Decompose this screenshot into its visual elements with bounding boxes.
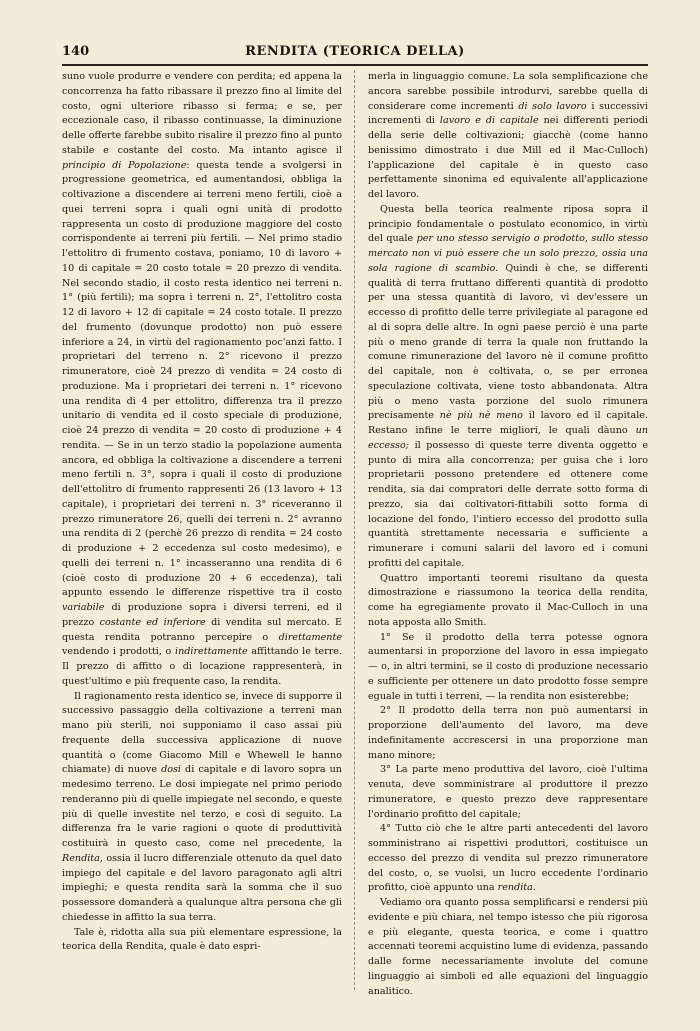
page-number: 140	[62, 44, 90, 59]
paragraph: Tale è, ridotta alla sua più elementare espressione, la teorica della Rendita, quale è dato espri-	[62, 926, 342, 953]
right-column	[368, 70, 649, 997]
paragraph: suno vuole produrre e vendere con perdita; ed appena la concorrenza ha fatto ribassare il prezzo fino al limite del costo, ogni ulteriore ribasso si ferma; e se, per eccezionale caso, il ribasso continuasse, la diminuzione delle offerte farebbe subito risalire il prezzo fino al punto stabile e costante del costo. Ma intanto agisce il principio di Popolazione: questa tende a svolgersi in progressione geometrica, ed aumentandosi, obbliga la coltivazione a discendere ai terreni meno fertili, cioè a quei terreni sopra i quali ogni unità di prodotto rappresenta un costo di produzione maggiore del costo corrispondente ai terreni più fertili. — Nel primo stadio l'ettolitro di frumento costava, poniamo, 10 di lavoro + 10 di capitale = 20 costo totale = 20 prezzo di vendita. Nel secondo stadio, il costo resta identico nei terreni n. 1° (più fertili); ma sopra i terreni n. 2°, l'ettolitro costa 12 di lavoro + 12 di capitale = 24 costo totale. Il prezzo del frumento (dovunque prodotto) non può essere inferiore a 24, in virtù del ragionamento poc'anzi fatto. I proprietari del terreno n. 2° ricevono il prezzo rimuneratore, cioè 24 prezzo di vendita = 24 costo di produzione. Ma i proprietari dei terreni n. 1° ricevono una rendita di 4 per ettolitro, differenza tra il prezzo unitario di vendita ed il costo speciale di produzione, cioè 24 prezzo di vendita = 20 costo di produzione + 4 rendita. — Se in un terzo stadio la popolazione aumenta ancora, ed obbliga la coltivazione a discendere a terreni meno fertili n. 3°, sopra i quali il costo di produzione dell'ettolitro di frumento rappresenti 26 (13 lavoro + 13 capitale), i proprietari dei terreni n. 3° riceveranno il prezzo rimuneratore 26, quelli dei terreni n. 2° avranno una rendita di 2 (perchè 26 prezzo di rendita = 24 costo di produzione + 2 eccedenza sul costo medesimo), e quelli dei terreni n. 1° incasseranno una rendita di 6 (cioè costo di produzione 20 + 6 eccedenza), tali appunto essendo le differenze rispettive tra il costo variabile di produzione sopra i diversi terreni, ed il prezzo costante ed inferiore di vendita sul mercato. E questa rendita potranno percepire o direttamente vendendo i prodotti, o indirettamente affittando le terre. Il prezzo di affitto o di locazione rappresenterà, in quest'ultimo e più frequente caso, la rendita.	[62, 71, 343, 687]
theorem-item: 2° Il prodotto della terra non può aumentarsi in proporzione dell'aumento del lavoro, ma deve indefinitamente accrescersi in una proporzione man mano minore;	[368, 705, 648, 761]
left-column	[62, 70, 342, 990]
running-title: RENDITA (TEORICA DELLA)	[245, 44, 465, 59]
paragraph: merla in linguaggio comune. La sola semplificazione che ancora sarebbe possibile introdurvi, sarebbe quella di considerare come incrementi di solo lavoro i successivi incrementi di lavoro e di capitale nei differenti periodi della serie delle coltivazioni; giacchè (come hanno benissimo dimostrato i due Mill ed il Mac-Culloch) l'applicazione del capitale è in questo caso perfettamente sinonima ed equivalente all'applicazione del lavoro.	[368, 71, 648, 200]
theorem-item: 4° Tutto ciò che le altre parti antecedenti del lavoro somministrano ai rispettivi produttori, costituisce un eccesso del prezzo di vendita sul prezzo rimuneratore del costo, o, se vuolsi, un lucro eccedente l'ordinario profitto, cioè appunto una rendita.	[368, 823, 648, 894]
paragraph: Il ragionamento resta identico se, invece di supporre il successivo passaggio della coltivazione a terreni man mano più sterili, noi supponiamo il caso assai più frequente della successiva applicazione di nuove quantità o (come Giacomo Mill e Whewell le hanno chiamate) di nuove dosi di capitale e di lavoro sopra un medesimo terreno. Le dosi impiegate nel primo periodo renderanno più di quelle impiegate nel secondo, e queste più di quelle investite nel terzo, e così di seguito. La differenza fra le varie ragioni o quote di produttività costituirà in questo caso, come nel precedente, la Rendita, ossia il lucro differenziale ottenuto da quel dato impiego del capitale e del lavoro paragonato agli altri impieghi; e questa rendita sarà la somma che il suo possessore domanderà a qualunque altra persona che gli chiedesse in affitto la sua terra.	[62, 690, 342, 923]
theorem-item: 1° Se il prodotto della terra potesse ognora aumentarsi in proporzione del lavoro in essa impiegato — o, in altri termini, se il costo di produzione necessario e sufficiente per ottenere un dato prodotto fosse sempre eguale in tutti i terreni, — la rendita non esisterebbe;	[368, 631, 648, 702]
paragraph: Vediamo ora quanto possa semplificarsi e rendersi più evidente e più chiara, nel tempo istesso che più rigorosa e più elegante, questa teorica, e come i quattro accennati teoremi acquistino lume di evidenza, passando dalle forme necessariamente involute del comune linguaggio ai simboli ed alle equazioni del linguaggio analitico.	[368, 897, 648, 997]
page-header	[62, 40, 648, 66]
paragraph: Questa bella teorica realmente riposa sopra il principio fondamentale o postulato economico, in virtù del quale per uno stesso servigio o prodotto, sullo stesso mercato non vi può essere che un solo prezzo, ossia una sola ragione di scambio. Quindi è che, se differenti qualità di terra fruttano differenti quantità di prodotto per una stessa quantità di lavoro, vi dev'essere un eccesso di profitto delle terre privilegiate al paragone ed al di sopra delle altre. In ogni paese perciò è una parte più o meno grande di terra la quale non fruttando la comune rimunerazione del lavoro nè il comune profitto del capitale, non è coltivata, o, se per erronea speculazione coltivata, viene tosto abbandonata. Altra più o meno vasta porzione del suolo rimunera precisamente nè più nè meno il lavoro ed il capitale. Restano infine le terre migliori, le quali dàuno un eccesso; il possesso di queste terre diventa oggetto e punto di mira alla concorrenza; per guisa che i loro proprietarii possono pretendere ed ottenere come rendita, sia dai compratori delle derrate sotto forma di prezzo, sia dai coltivatori-fittabili sotto forma di locazione del fondo, l'intiero eccesso del prodotto sulla quantità strettamente necessaria e sufficiente a rimunerare i comuni salarii del lavoro ed i comuni profitti del capitale.	[368, 203, 649, 569]
column-divider	[354, 70, 356, 990]
text-columns	[62, 70, 649, 997]
paragraph: Quattro importanti teoremi risultano da questa dimostrazione e riassumono la teorica della rendita, come ha egregiamente provato il Mac-Culloch in una nota apposta allo Smith.	[368, 572, 648, 628]
theorem-item: 3° La parte meno produttiva del lavoro, cioè l'ultima venuta, deve somministrare al produttore il prezzo rimuneratore, e questo prezzo deve rappresentare l'ordinario profitto del capitale;	[368, 764, 648, 820]
